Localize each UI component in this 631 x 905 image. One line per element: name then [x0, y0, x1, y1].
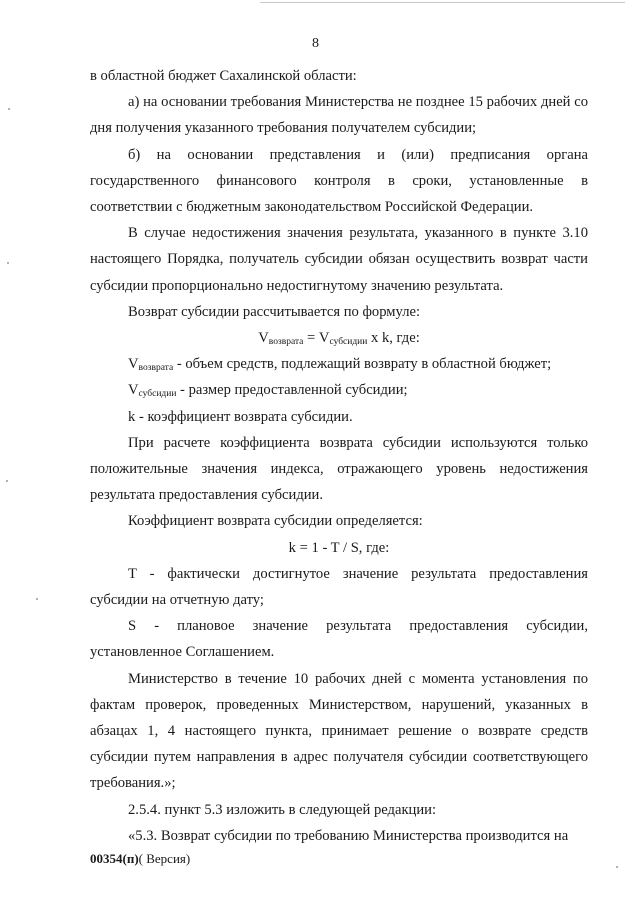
scan-speck	[8, 108, 10, 110]
paragraph: б) на основании представления и (или) предписания органа государственного финансового контроля в сроки, установленные в соответствии с бюджетным законодательством Российской Федерации.	[90, 146, 588, 216]
scan-speck	[7, 262, 9, 264]
paragraph: S - плановое значение результата предоставления субсидии, установленное Соглашением.	[90, 618, 588, 661]
paragraph: T - фактически достигнутое значение результата предоставления субсидии на отчетную дату;	[90, 565, 588, 609]
paragraph: в областной бюджет Сахалинской области:	[90, 68, 357, 84]
definition-item: k - коэффициент возврата субсидии.	[128, 408, 353, 425]
paragraph: а) на основании требования Министерства не позднее 15 рабочих дней со дня получения указанного требования получателем субсидии;	[90, 94, 588, 137]
paragraph: 2.5.4. пункт 5.3 изложить в следующей редакции:	[128, 801, 437, 818]
definition-item: $V_{возврата}$ - объем средств, подлежащий возврату в областной бюджет;	[128, 356, 552, 374]
scan-speck	[6, 480, 8, 482]
paragraph: В случае недостижения значения результата, указанного в пункте 3.10 настоящего Порядка, получатель субсидии обязан осуществить возврат части субсидии пропорционально недостигнутому значению результата.	[90, 225, 588, 294]
scan-edge-line	[260, 2, 625, 3]
formula-coefficient: k = 1 - T / S, где:	[288, 539, 390, 556]
paragraph: «5.3. Возврат субсидии по требованию Министерства производится на	[128, 827, 569, 844]
scan-speck	[616, 866, 618, 868]
scan-speck	[36, 598, 38, 600]
definition-item: $V_{субсидии}$ - размер предоставленной субсидии;	[128, 382, 408, 400]
paragraph: Коэффициент возврата субсидии определяется:	[128, 513, 423, 530]
formula-return-volume: $V_{возврата} = V_{субсидии}$ x k, где:	[258, 330, 420, 348]
document-footer	[90, 851, 190, 867]
paragraph: При расчете коэффициента возврата субсидии используются только положительные значения индекса, отражающего уровень недостижения результата предоставления субсидии.	[90, 434, 588, 504]
document-code: 00354(п)	[90, 851, 139, 866]
page-number: 8	[312, 36, 319, 51]
paragraph: Министерство в течение 10 рабочих дней с момента установления по фактам проверок, проведенных Министерством, нарушений, указанных в абзацах 1, 4 настоящего пункта, принимает решение о возврате средств субсидии путем направления в адрес получателя субсидии соответствующего требования.»;	[90, 670, 588, 792]
document-version: ( Версия)	[138, 851, 191, 866]
document-body	[90, 63, 588, 849]
paragraph: Возврат субсидии рассчитывается по формуле:	[128, 303, 421, 320]
